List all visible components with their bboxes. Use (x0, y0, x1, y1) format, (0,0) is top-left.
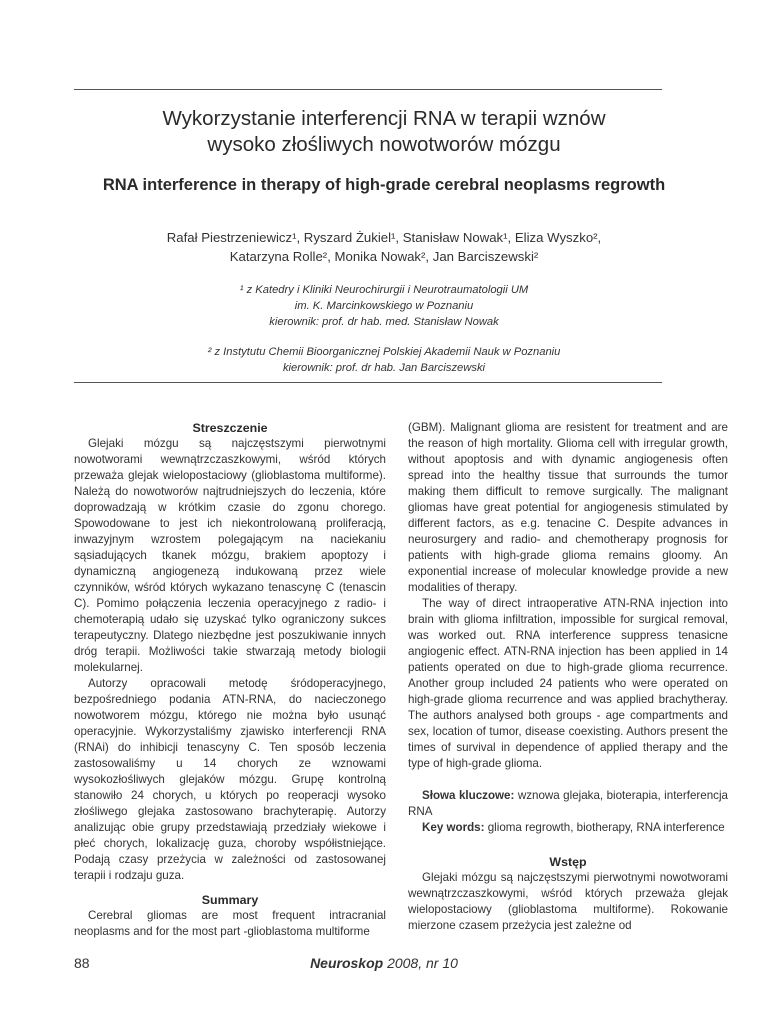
wstep-paragraph-1: Glejaki mózgu są najczęstszymi pierwotnymi nowotworami wewnątrzczaszkowymi, wśród których przeważa glejak wielopostaciowy (glioblastoma multiforme). Rokowanie mierzone czasem przeżycia jest zależne od (408, 871, 728, 932)
right-column (408, 420, 728, 934)
affiliation-2 (74, 344, 694, 376)
keywords-polish-text: wznowa glejaka, bioterapia, interferencja RNA (408, 789, 728, 818)
affiliation-1 (74, 282, 694, 330)
journal-name: Neuroskop (310, 955, 384, 971)
summary-heading: Summary (201, 893, 259, 907)
left-column (74, 420, 386, 940)
keywords-polish (408, 788, 728, 820)
summary-paragraph-2: The way of direct intraoperative ATN-RNA injection into brain with glioma infiltration, impossible for surgical removal, was worked out. RNA interference suppress tenasicne angiogenic effect. ATN-RNA injection has been applied in 14 patients operated on due to high-grade glioma recurrence. Another group included 24 patients who were operated on high-grade glioma recurrence and was applied brachytheray. The authors analysed both groups - age compartments and sex, location of tumor, disease coexisting. Authors present the times of survival in dependence of applied therapy and the type of high-grade glioma. (408, 597, 728, 770)
journal-citation (0, 955, 768, 971)
streszczenie-paragraph-1: Glejaki mózgu są najczęstszymi pierwotnymi nowotworami wewnątrzczaszkowymi, wśród których przeważa glejak wielopostaciowy (glioblastoma multiforme). Należą do nowotworów najtrudniejszych do leczenia, które doprowadzają w krótkim czasie do zgonu chorego. Spowodowane to jest ich niekontrolowaną proliferacją, inwazyjnym wzrostem polegającym na naciekaniu sąsiadujących tkanek mózgu, brakiem apoptozy i dynamiczną angiogenezą indukowaną przez wiele czynników, wśród których wykazano tenascynę C (tenascin C). Pomimo połączenia leczenia operacyjnego z radio- i chemoterapią udało się uzyskać tylko ograniczony sukces terapeutyczny. Dlatego niezbędne jest poszukiwanie innych dróg terapii. Możliwości takie stwarzają metody biologii molekularnej. (74, 437, 386, 674)
affiliation-2-line-1: ² z Instytutu Chemii Bioorganicznej Polskiej Akademii Nauk w Poznaniu (207, 346, 561, 358)
journal-issue: 2008, nr 10 (383, 955, 458, 971)
affiliation-1-line-1: ¹ z Katedry i Kliniki Neurochirurgii i Neurotraumatologii UM (239, 284, 529, 296)
authors (74, 228, 694, 266)
keywords-english-label: Key words: (422, 821, 485, 834)
summary-paragraph-1: Cerebral gliomas are most frequent intracranial neoplasms and for the most part -glioblastoma multiforme (74, 909, 386, 938)
affiliation-2-line-2: kierownik: prof. dr hab. Jan Barciszewski (282, 362, 486, 374)
affiliation-1-line-3: kierownik: prof. dr hab. med. Stanisław Nowak (269, 316, 499, 328)
keywords-english-text: glioma regrowth, biotherapy, RNA interference (484, 821, 725, 834)
summary-paragraph-1-continued: (GBM). Malignant glioma are resistent for treatment and are the reason of high mortality. Glioma cell with irregular growth, without apoptosis and with dynamic angiogenesis often spread into the healthy tissue that surrounds the tumor making them difficult to remove surgically. The malignant gliomas have great potential for angiogenesis stimulated by different factors, as e.g. tenacine C. Despite advances in neurosurgery and radio- and chemotherapy prognosis for patients with high-grade glioma remains gloomy. An exponential increase of molecular knowledge provide a new modalities of therapy. (408, 421, 728, 594)
title-line-1: Wykorzystanie interferencji RNA w terapii wznów (162, 107, 606, 130)
title-line-2: wysoko złośliwych nowotworów mózgu (207, 133, 561, 156)
streszczenie-paragraph-2: Autorzy opracowali metodę śródoperacyjnego, bezpośredniego podania ATN-RNA, do nacieczonego nowotworem mózgu, którego nie można było usunąć operacyjnie. Wykorzystaliśmy zjawisko interferencji RNA (RNAi) do inhibicji tenascyny C. Ten sposób leczenia zastosowaliśmy u 14 chorych ze wznowami wysokozłośliwych glejaków mózgu. Grupę kontrolną stanowiło 24 chorych, u których po reoperacji wysoko złośliwego glejaka zastosowano brachyterapię. Autorzy analizując obie grupy przedstawiają przedziały wiekowe i płeć chorych, lokalizację guza, choroby współistniejące. Podają czasy przeżycia w zależności od zastosowanej terapii i rodzaju guza. (74, 677, 386, 882)
title-polish (74, 106, 694, 158)
keywords-english (408, 820, 728, 836)
streszczenie-heading: Streszczenie (192, 421, 268, 435)
affiliation-1-line-2: im. K. Marcinkowskiego w Poznaniu (294, 300, 474, 312)
header-bottom-rule (74, 382, 662, 383)
title-english: RNA interference in therapy of high-grade cerebral neoplasms regrowth (102, 176, 666, 194)
keywords-polish-label: Słowa kluczowe: (422, 789, 515, 802)
wstep-heading: Wstęp (549, 855, 587, 869)
page-number: 88 (74, 955, 90, 971)
authors-line-1: Rafał Piestrzeniewicz¹, Ryszard Żukiel¹, Stanisław Nowak¹, Eliza Wyszko², (166, 230, 602, 245)
top-rule (74, 89, 662, 90)
authors-line-2: Katarzyna Rolle², Monika Nowak², Jan Barciszewski² (229, 249, 539, 264)
